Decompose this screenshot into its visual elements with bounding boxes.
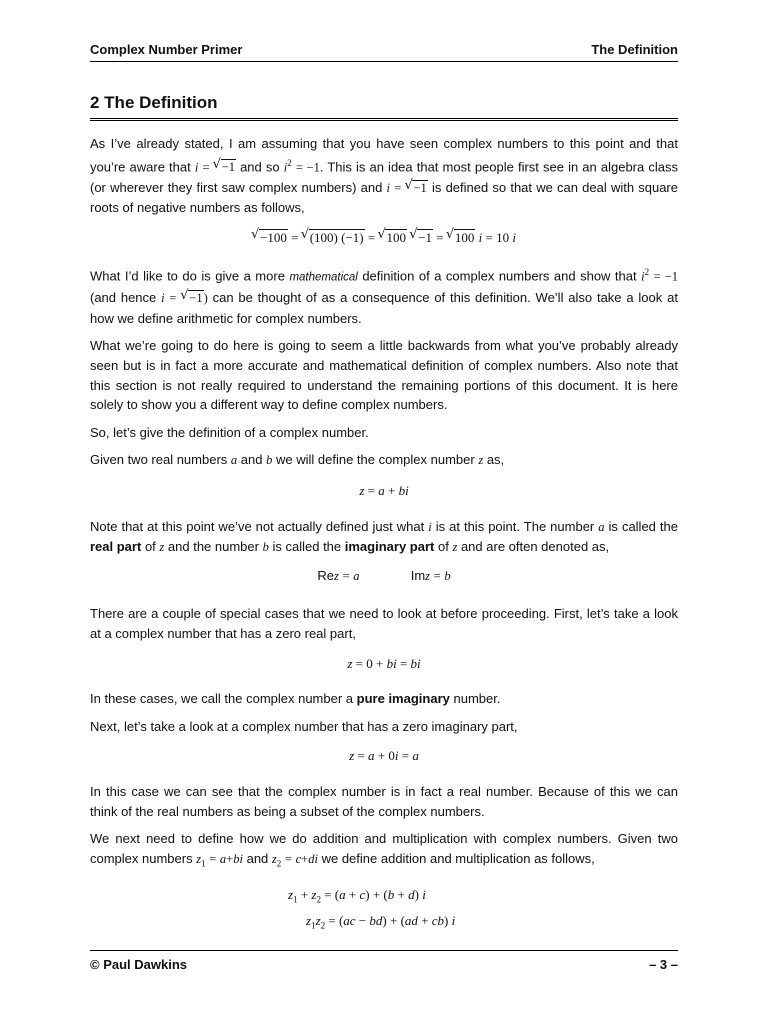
page-number: – 3 – [649, 957, 678, 972]
paragraph-11: We next need to define how we do addition and multiplication with complex numbers. Given two complex numbers $z_1 = a+bi$ and $z_2 = c+di$ we define addition and multiplication as follows, [90, 831, 678, 869]
document-body [90, 134, 678, 937]
document-page [90, 0, 678, 1024]
header-section: The Definition [591, 42, 678, 57]
equation-pure-imaginary: z = 0 + bi = bi [347, 655, 421, 671]
paragraph-1: As I’ve already stated, I am assuming that you have seen complex numbers to this point and that you’re aware that i = √ −1 and so $i^2 = -1$. This is an idea that most people first see in an algebra class (or wherever they first saw complex numbers) and i = √ −1 is defined so that we can deal with square roots of negative numbers as follows, [90, 134, 678, 218]
section-title: 2 The Definition [90, 93, 678, 121]
equation-addition: $z_1 + z_2 = (a + c) + (b + d)$ i [288, 886, 426, 905]
real-part-notation: Rez = a [317, 567, 360, 583]
paragraph-5: Given two real numbers a and b we will define the complex number z as, [90, 452, 505, 468]
page-header [90, 41, 678, 62]
equation-sqrt-neg-100: √ −100 = √ (100) (−1) = √ 100 √ −1 = √ 100 i = 10 i [90, 228, 678, 248]
header-title: Complex Number Primer [90, 42, 243, 57]
footer-copyright: © Paul Dawkins [90, 957, 187, 972]
paragraph-2: What I’d like to do is give a more mathematical definition of a complex numbers and show that $i^2 = -1$ (and hence i = √ −1) can be thought of as a consequence of this definition. We’ll also take a look at how we define arithmetic for complex numbers. [90, 263, 678, 328]
paragraph-7: There are a couple of special cases that we need to look at before proceeding. First, let’s take a look at a complex number that has a zero real part, [90, 606, 678, 641]
paragraph-8: In these cases, we call the complex number a pure imaginary number. [90, 691, 501, 707]
equation-real: z = a + 0i = a [349, 748, 419, 764]
equation-z-definition: z = a + bi [359, 482, 409, 498]
re-im-notation [90, 566, 678, 587]
paragraph-3: What we’re going to do here is going to seem a little backwards from what you’ve probably already seen but is in fact a more accurate and mathematical definition of complex numbers. Also note that this section is not really required to understand the remaining portions of this document. It is here solely to show you a different way to define complex numbers. [90, 338, 678, 413]
paragraph-6: Note that at this point we’ve not actually defined just what i is at this point. The number a is called the real part of z and the number b is called the imaginary part of z and are often denoted as, [90, 518, 678, 555]
imaginary-part-notation: Imz = b [410, 567, 451, 583]
equations-add-multiply [288, 884, 678, 937]
paragraph-10: In this case we can see that the complex number is in fact a real number. Because of this we can think of the real numbers as being a subset of the complex numbers. [90, 783, 678, 819]
equation-multiplication: $z_1z_2 = (ac - bd) + (ad + cb)$ i [306, 913, 456, 932]
paragraph-9: Next, let’s take a look at a complex number that has a zero imaginary part, [90, 718, 518, 734]
page-footer [90, 950, 678, 971]
paragraph-4: So, let’s give the definition of a complex number. [90, 424, 369, 440]
